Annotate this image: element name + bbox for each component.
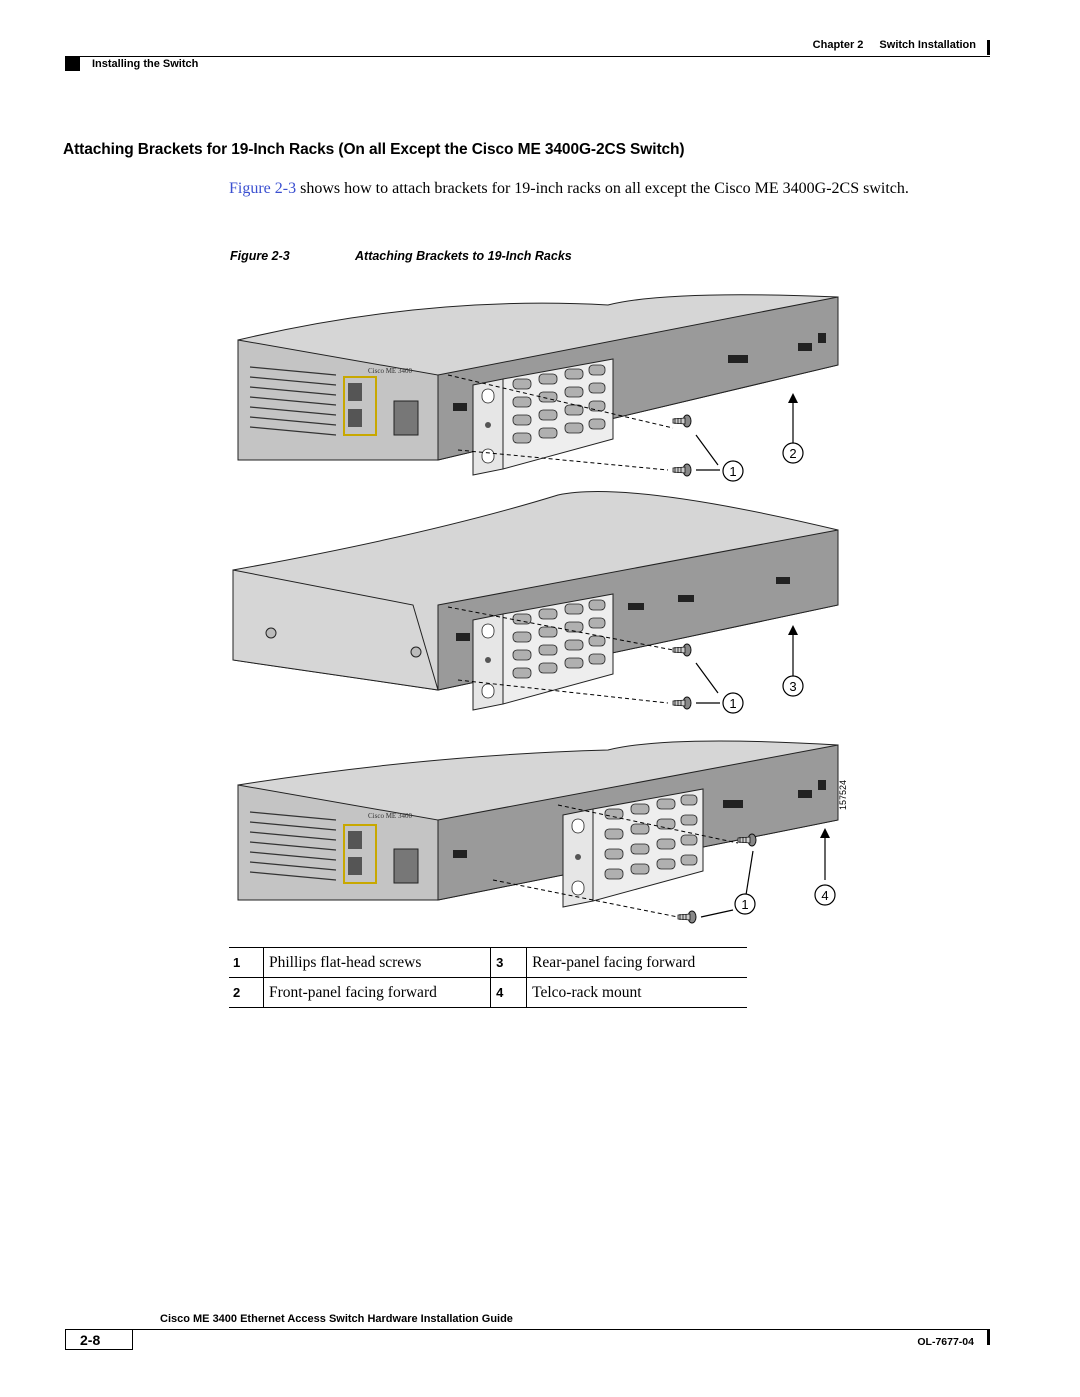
legend-text: Phillips flat-head screws (264, 948, 491, 978)
header-square-mark (65, 56, 80, 71)
legend-row (229, 948, 747, 978)
callout-4: 4 (821, 888, 829, 903)
switch-telco-rack-mount (238, 741, 838, 923)
page-number: 2-8 (80, 1332, 101, 1348)
figure-image-id: 157524 (838, 779, 848, 810)
callout-1c: 1 (741, 897, 749, 912)
legend-number: 2 (229, 978, 264, 1008)
running-header-chapter (813, 39, 976, 51)
callout-1b: 1 (729, 696, 737, 711)
legend-text: Rear-panel facing forward (527, 948, 747, 978)
figure-title: Attaching Brackets to 19-Inch Racks (355, 249, 572, 263)
running-header-section: Installing the Switch (92, 58, 199, 70)
paragraph-text: shows how to attach brackets for 19-inch racks on all except the Cisco ME 3400G-2CS switch. (296, 180, 909, 197)
switch-front-panel-mount (238, 295, 838, 481)
footer-line (65, 1329, 990, 1330)
legend-number: 1 (229, 948, 264, 978)
legend-row (229, 978, 747, 1008)
header-line (65, 56, 990, 57)
doc-number: OL-7677-04 (917, 1336, 974, 1348)
legend-number: 4 (491, 978, 527, 1008)
callout-2: 2 (789, 446, 797, 461)
device-label-3: Cisco ME 3400 (368, 812, 412, 820)
switch-rear-panel-mount (233, 492, 838, 713)
chapter-title: Switch Installation (879, 39, 976, 51)
device-label-1: Cisco ME 3400 (368, 367, 412, 375)
figure-caption (230, 249, 572, 263)
figure-number: Figure 2-3 (230, 249, 290, 263)
section-heading: Attaching Brackets for 19-Inch Racks (On all Except the Cisco ME 3400G-2CS Switch) (63, 141, 685, 158)
callout-1a: 1 (729, 464, 737, 479)
body-paragraph (229, 177, 969, 200)
footer-book-title: Cisco ME 3400 Ethernet Access Switch Hardware Installation Guide (160, 1313, 513, 1325)
chapter-label: Chapter 2 (812, 39, 864, 51)
bracket-illustration (228, 285, 848, 935)
header-rule-mark (987, 40, 990, 55)
legend-text: Front-panel facing forward (264, 978, 491, 1008)
footer-rule-mark (987, 1330, 990, 1345)
callout-legend-table (229, 947, 747, 1008)
legend-number: 3 (491, 948, 527, 978)
legend-text: Telco-rack mount (527, 978, 747, 1008)
callout-3: 3 (789, 679, 797, 694)
figure-xref-link[interactable]: Figure 2-3 (229, 180, 297, 197)
